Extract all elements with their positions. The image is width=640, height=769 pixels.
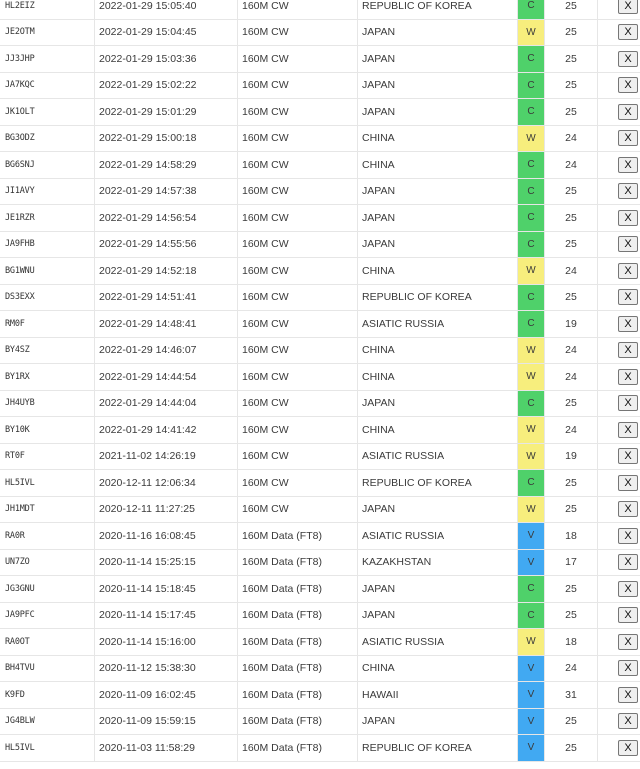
- table-row: [0, 602, 640, 629]
- status-badge: W: [518, 19, 545, 46]
- action-cell: [598, 470, 640, 497]
- zone-count-cell: 25: [545, 46, 598, 73]
- delete-row-button[interactable]: X: [618, 448, 638, 464]
- action-cell: [598, 205, 640, 232]
- band-mode-cell: 160M CW: [238, 258, 358, 285]
- callsign-cell: HL5IVL: [0, 470, 95, 497]
- datetime-cell: 2020-11-14 15:25:15: [95, 549, 238, 576]
- delete-row-button[interactable]: X: [618, 740, 638, 756]
- zone-count-cell: 25: [545, 231, 598, 258]
- callsign-cell: DS3EXX: [0, 284, 95, 311]
- status-badge: V: [518, 549, 545, 576]
- callsign-cell: UN7ZO: [0, 549, 95, 576]
- status-badge: V: [518, 735, 545, 762]
- band-mode-cell: 160M CW: [238, 72, 358, 99]
- datetime-cell: 2022-01-29 14:46:07: [95, 337, 238, 364]
- status-badge: V: [518, 708, 545, 735]
- country-cell: JAPAN: [358, 708, 518, 735]
- band-mode-cell: 160M CW: [238, 99, 358, 126]
- zone-count-cell: 25: [545, 178, 598, 205]
- country-cell: JAPAN: [358, 72, 518, 99]
- zone-count-cell: 24: [545, 258, 598, 285]
- callsign-cell: BY10K: [0, 417, 95, 444]
- delete-row-button[interactable]: X: [618, 607, 638, 623]
- status-badge: W: [518, 337, 545, 364]
- callsign-cell: JI1AVY: [0, 178, 95, 205]
- country-cell: CHINA: [358, 125, 518, 152]
- band-mode-cell: 160M CW: [238, 470, 358, 497]
- delete-row-button[interactable]: X: [618, 157, 638, 173]
- zone-count-cell: 24: [545, 417, 598, 444]
- action-cell: [598, 576, 640, 603]
- country-cell: JAPAN: [358, 178, 518, 205]
- action-cell: [598, 125, 640, 152]
- action-cell: [598, 523, 640, 550]
- callsign-cell: BG6SNJ: [0, 152, 95, 179]
- status-badge: W: [518, 443, 545, 470]
- table-row: [0, 629, 640, 656]
- action-cell: [598, 708, 640, 735]
- zone-count-cell: 25: [545, 390, 598, 417]
- datetime-cell: 2022-01-29 14:56:54: [95, 205, 238, 232]
- callsign-cell: BY1RX: [0, 364, 95, 391]
- band-mode-cell: 160M CW: [238, 496, 358, 523]
- callsign-cell: RA0R: [0, 523, 95, 550]
- country-cell: ASIATIC RUSSIA: [358, 311, 518, 338]
- action-cell: [598, 655, 640, 682]
- band-mode-cell: 160M Data (FT8): [238, 708, 358, 735]
- action-cell: [598, 602, 640, 629]
- delete-row-button[interactable]: X: [618, 316, 638, 332]
- table-row: [0, 443, 640, 470]
- zone-count-cell: 24: [545, 364, 598, 391]
- action-cell: [598, 496, 640, 523]
- zone-count-cell: 24: [545, 152, 598, 179]
- callsign-cell: HL2EIZ: [0, 0, 95, 19]
- band-mode-cell: 160M CW: [238, 46, 358, 73]
- country-cell: CHINA: [358, 337, 518, 364]
- status-badge: C: [518, 602, 545, 629]
- country-cell: JAPAN: [358, 496, 518, 523]
- action-cell: [598, 311, 640, 338]
- table-row: [0, 364, 640, 391]
- status-badge: W: [518, 496, 545, 523]
- band-mode-cell: 160M CW: [238, 364, 358, 391]
- table-row: [0, 708, 640, 735]
- table-row: [0, 72, 640, 99]
- callsign-cell: HL5IVL: [0, 735, 95, 762]
- status-badge: W: [518, 417, 545, 444]
- callsign-cell: JA9PFC: [0, 602, 95, 629]
- band-mode-cell: 160M Data (FT8): [238, 629, 358, 656]
- table-row: [0, 549, 640, 576]
- zone-count-cell: 24: [545, 337, 598, 364]
- callsign-cell: JA7KQC: [0, 72, 95, 99]
- callsign-cell: JE1RZR: [0, 205, 95, 232]
- datetime-cell: 2022-01-29 14:55:56: [95, 231, 238, 258]
- action-cell: [598, 284, 640, 311]
- action-cell: [598, 364, 640, 391]
- zone-count-cell: 25: [545, 576, 598, 603]
- delete-row-button[interactable]: X: [618, 501, 638, 517]
- zone-count-cell: 25: [545, 99, 598, 126]
- delete-row-button[interactable]: X: [618, 528, 638, 544]
- datetime-cell: 2022-01-29 14:44:54: [95, 364, 238, 391]
- table-row: [0, 231, 640, 258]
- table-row: [0, 152, 640, 179]
- action-cell: [598, 682, 640, 709]
- table-row: [0, 523, 640, 550]
- delete-row-button[interactable]: X: [618, 369, 638, 385]
- datetime-cell: 2020-11-12 15:38:30: [95, 655, 238, 682]
- country-cell: HAWAII: [358, 682, 518, 709]
- country-cell: REPUBLIC OF KOREA: [358, 0, 518, 19]
- country-cell: JAPAN: [358, 46, 518, 73]
- status-badge: C: [518, 0, 545, 19]
- action-cell: [598, 735, 640, 762]
- country-cell: JAPAN: [358, 99, 518, 126]
- band-mode-cell: 160M Data (FT8): [238, 523, 358, 550]
- status-badge: C: [518, 46, 545, 73]
- band-mode-cell: 160M Data (FT8): [238, 602, 358, 629]
- table-row: [0, 682, 640, 709]
- band-mode-cell: 160M CW: [238, 205, 358, 232]
- status-badge: V: [518, 682, 545, 709]
- status-badge: C: [518, 284, 545, 311]
- datetime-cell: 2020-12-11 11:27:25: [95, 496, 238, 523]
- datetime-cell: 2022-01-29 15:00:18: [95, 125, 238, 152]
- status-badge: C: [518, 470, 545, 497]
- action-cell: [598, 178, 640, 205]
- callsign-cell: JJ3JHP: [0, 46, 95, 73]
- table-row: [0, 205, 640, 232]
- band-mode-cell: 160M CW: [238, 125, 358, 152]
- band-mode-cell: 160M CW: [238, 311, 358, 338]
- status-badge: C: [518, 72, 545, 99]
- delete-row-button[interactable]: X: [618, 713, 638, 729]
- status-badge: C: [518, 311, 545, 338]
- delete-row-button[interactable]: X: [618, 130, 638, 146]
- zone-count-cell: 17: [545, 549, 598, 576]
- delete-row-button[interactable]: X: [618, 236, 638, 252]
- country-cell: ASIATIC RUSSIA: [358, 523, 518, 550]
- country-cell: ASIATIC RUSSIA: [358, 629, 518, 656]
- status-badge: C: [518, 576, 545, 603]
- datetime-cell: 2022-01-29 14:41:42: [95, 417, 238, 444]
- table-row: [0, 19, 640, 46]
- action-cell: [598, 390, 640, 417]
- datetime-cell: 2020-12-11 12:06:34: [95, 470, 238, 497]
- callsign-cell: JG4BLW: [0, 708, 95, 735]
- status-badge: C: [518, 205, 545, 232]
- zone-count-cell: 24: [545, 125, 598, 152]
- callsign-cell: BG1WNU: [0, 258, 95, 285]
- datetime-cell: 2022-01-29 15:03:36: [95, 46, 238, 73]
- zone-count-cell: 25: [545, 470, 598, 497]
- status-badge: C: [518, 152, 545, 179]
- delete-row-button[interactable]: X: [618, 263, 638, 279]
- country-cell: CHINA: [358, 417, 518, 444]
- action-cell: [598, 417, 640, 444]
- datetime-cell: 2022-01-29 14:48:41: [95, 311, 238, 338]
- delete-row-button[interactable]: X: [618, 183, 638, 199]
- band-mode-cell: 160M Data (FT8): [238, 576, 358, 603]
- delete-row-button[interactable]: X: [618, 554, 638, 570]
- callsign-cell: BH4TVU: [0, 655, 95, 682]
- delete-row-button[interactable]: X: [618, 104, 638, 120]
- datetime-cell: 2020-11-09 15:59:15: [95, 708, 238, 735]
- callsign-cell: RA0OT: [0, 629, 95, 656]
- datetime-cell: 2022-01-29 14:52:18: [95, 258, 238, 285]
- action-cell: [598, 152, 640, 179]
- zone-count-cell: 24: [545, 655, 598, 682]
- zone-count-cell: 25: [545, 205, 598, 232]
- delete-row-button[interactable]: X: [618, 289, 638, 305]
- table-row: [0, 390, 640, 417]
- action-cell: [598, 629, 640, 656]
- action-cell: [598, 231, 640, 258]
- country-cell: CHINA: [358, 655, 518, 682]
- datetime-cell: 2022-01-29 15:04:45: [95, 19, 238, 46]
- callsign-cell: JH4UYB: [0, 390, 95, 417]
- table-row: [0, 178, 640, 205]
- callsign-cell: RM0F: [0, 311, 95, 338]
- band-mode-cell: 160M CW: [238, 284, 358, 311]
- country-cell: REPUBLIC OF KOREA: [358, 470, 518, 497]
- callsign-cell: JH1MDT: [0, 496, 95, 523]
- callsign-cell: JK1OLT: [0, 99, 95, 126]
- datetime-cell: 2020-11-14 15:18:45: [95, 576, 238, 603]
- status-badge: C: [518, 178, 545, 205]
- action-cell: [598, 19, 640, 46]
- country-cell: ASIATIC RUSSIA: [358, 443, 518, 470]
- zone-count-cell: 25: [545, 708, 598, 735]
- action-cell: [598, 443, 640, 470]
- country-cell: CHINA: [358, 258, 518, 285]
- datetime-cell: 2022-01-29 14:44:04: [95, 390, 238, 417]
- table-row: [0, 496, 640, 523]
- table-row: [0, 576, 640, 603]
- datetime-cell: 2021-11-02 14:26:19: [95, 443, 238, 470]
- zone-count-cell: 25: [545, 735, 598, 762]
- country-cell: REPUBLIC OF KOREA: [358, 735, 518, 762]
- country-cell: JAPAN: [358, 576, 518, 603]
- country-cell: JAPAN: [358, 205, 518, 232]
- table-row: [0, 46, 640, 73]
- table-row: [0, 0, 640, 19]
- datetime-cell: 2020-11-16 16:08:45: [95, 523, 238, 550]
- country-cell: JAPAN: [358, 602, 518, 629]
- callsign-cell: JA9FHB: [0, 231, 95, 258]
- action-cell: [598, 0, 640, 19]
- status-badge: C: [518, 231, 545, 258]
- table-row: [0, 99, 640, 126]
- table-row: [0, 655, 640, 682]
- datetime-cell: 2022-01-29 14:51:41: [95, 284, 238, 311]
- callsign-cell: RT0F: [0, 443, 95, 470]
- delete-row-button[interactable]: X: [618, 77, 638, 93]
- table-row: [0, 125, 640, 152]
- datetime-cell: 2020-11-14 15:16:00: [95, 629, 238, 656]
- delete-row-button[interactable]: X: [618, 342, 638, 358]
- delete-row-button[interactable]: X: [618, 51, 638, 67]
- band-mode-cell: 160M Data (FT8): [238, 549, 358, 576]
- status-badge: W: [518, 258, 545, 285]
- band-mode-cell: 160M CW: [238, 337, 358, 364]
- band-mode-cell: 160M CW: [238, 0, 358, 19]
- datetime-cell: 2020-11-03 11:58:29: [95, 735, 238, 762]
- callsign-cell: BY4SZ: [0, 337, 95, 364]
- band-mode-cell: 160M CW: [238, 152, 358, 179]
- zone-count-cell: 19: [545, 311, 598, 338]
- country-cell: REPUBLIC OF KOREA: [358, 284, 518, 311]
- zone-count-cell: 19: [545, 443, 598, 470]
- country-cell: JAPAN: [358, 231, 518, 258]
- callsign-cell: JE2OTM: [0, 19, 95, 46]
- country-cell: JAPAN: [358, 19, 518, 46]
- country-cell: CHINA: [358, 152, 518, 179]
- status-badge: C: [518, 390, 545, 417]
- band-mode-cell: 160M CW: [238, 417, 358, 444]
- band-mode-cell: 160M CW: [238, 178, 358, 205]
- action-cell: [598, 258, 640, 285]
- callsign-cell: JG3GNU: [0, 576, 95, 603]
- datetime-cell: 2022-01-29 15:01:29: [95, 99, 238, 126]
- zone-count-cell: 31: [545, 682, 598, 709]
- datetime-cell: 2022-01-29 15:02:22: [95, 72, 238, 99]
- delete-row-button[interactable]: X: [618, 210, 638, 226]
- zone-count-cell: 18: [545, 629, 598, 656]
- status-badge: W: [518, 629, 545, 656]
- zone-count-cell: 25: [545, 19, 598, 46]
- datetime-cell: 2020-11-14 15:17:45: [95, 602, 238, 629]
- delete-row-button[interactable]: X: [618, 0, 638, 14]
- zone-count-cell: 25: [545, 284, 598, 311]
- table-row: [0, 311, 640, 338]
- zone-count-cell: 18: [545, 523, 598, 550]
- band-mode-cell: 160M Data (FT8): [238, 655, 358, 682]
- table-row: [0, 337, 640, 364]
- table-row: [0, 258, 640, 285]
- band-mode-cell: 160M CW: [238, 443, 358, 470]
- band-mode-cell: 160M CW: [238, 390, 358, 417]
- table-row: [0, 284, 640, 311]
- callsign-cell: K9FD: [0, 682, 95, 709]
- action-cell: [598, 46, 640, 73]
- action-cell: [598, 549, 640, 576]
- datetime-cell: 2020-11-09 16:02:45: [95, 682, 238, 709]
- country-cell: CHINA: [358, 364, 518, 391]
- delete-row-button[interactable]: X: [618, 395, 638, 411]
- action-cell: [598, 72, 640, 99]
- delete-row-button[interactable]: X: [618, 24, 638, 40]
- delete-row-button[interactable]: X: [618, 422, 638, 438]
- status-badge: C: [518, 99, 545, 126]
- status-badge: V: [518, 655, 545, 682]
- delete-row-button[interactable]: X: [618, 634, 638, 650]
- country-cell: KAZAKHSTAN: [358, 549, 518, 576]
- status-badge: W: [518, 125, 545, 152]
- action-cell: [598, 99, 640, 126]
- delete-row-button[interactable]: X: [618, 581, 638, 597]
- table-row: [0, 470, 640, 497]
- action-cell: [598, 337, 640, 364]
- status-badge: V: [518, 523, 545, 550]
- zone-count-cell: 25: [545, 0, 598, 19]
- callsign-cell: BG3ODZ: [0, 125, 95, 152]
- band-mode-cell: 160M CW: [238, 19, 358, 46]
- zone-count-cell: 25: [545, 602, 598, 629]
- datetime-cell: 2022-01-29 14:58:29: [95, 152, 238, 179]
- country-cell: JAPAN: [358, 390, 518, 417]
- band-mode-cell: 160M Data (FT8): [238, 735, 358, 762]
- table-row: [0, 735, 640, 762]
- datetime-cell: 2022-01-29 14:57:38: [95, 178, 238, 205]
- zone-count-cell: 25: [545, 496, 598, 523]
- table-row: [0, 417, 640, 444]
- band-mode-cell: 160M Data (FT8): [238, 682, 358, 709]
- zone-count-cell: 25: [545, 72, 598, 99]
- delete-row-button[interactable]: X: [618, 475, 638, 491]
- status-badge: W: [518, 364, 545, 391]
- datetime-cell: 2022-01-29 15:05:40: [95, 0, 238, 19]
- delete-row-button[interactable]: X: [618, 687, 638, 703]
- band-mode-cell: 160M CW: [238, 231, 358, 258]
- delete-row-button[interactable]: X: [618, 660, 638, 676]
